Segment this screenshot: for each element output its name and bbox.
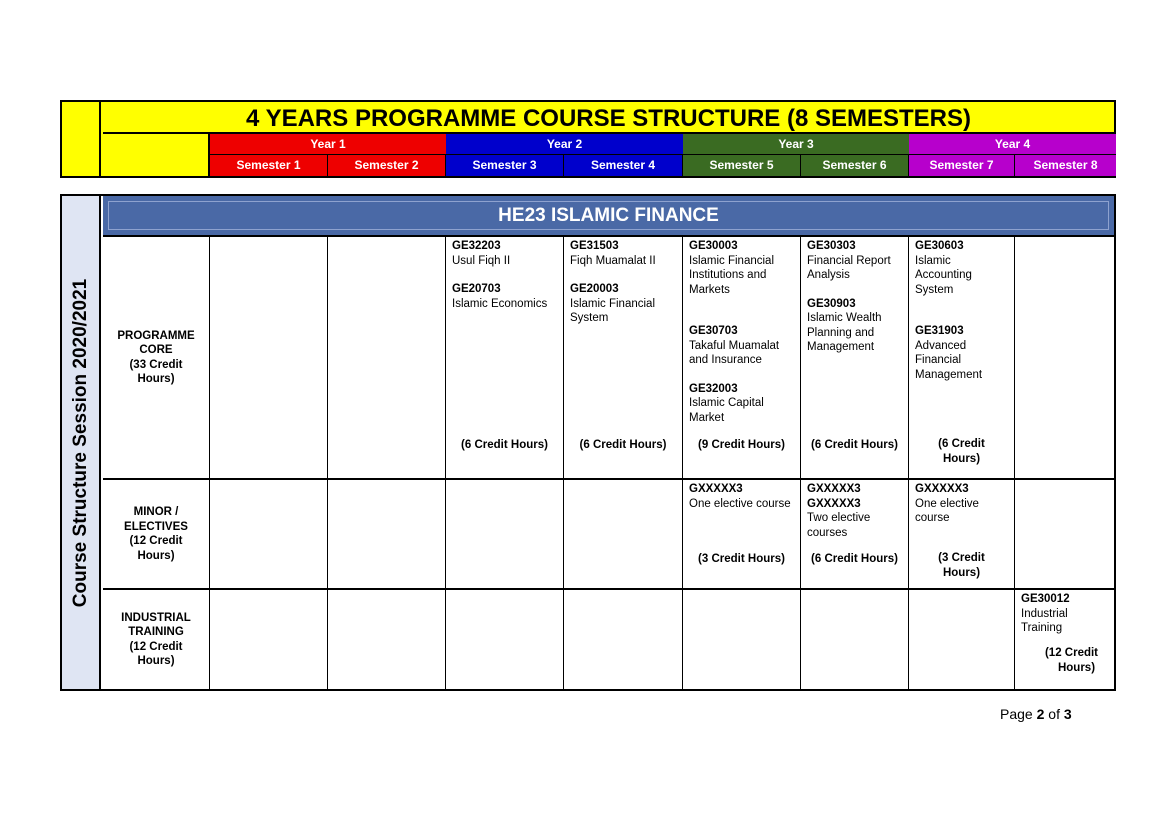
course-name: Islamic Wealth: [807, 312, 882, 324]
label-line: Hours): [137, 373, 175, 385]
semester-4-header: Semester 4: [564, 155, 683, 176]
industrial-sem-1: [210, 590, 328, 689]
course-code: GXXXXX3: [689, 483, 743, 495]
course-name: Islamic Capital: [689, 397, 764, 409]
label-line: ELECTIVES: [124, 520, 188, 533]
course-name: Management: [915, 368, 983, 381]
row-label-minor-electives: [103, 480, 210, 590]
core-sem-3: [446, 237, 564, 480]
core-sem-4: [564, 237, 683, 480]
label-line: INDUSTRIAL: [121, 611, 191, 624]
course-code: GE31503: [570, 240, 619, 252]
credit-hours: [909, 551, 1014, 580]
course-code: GE30903: [807, 297, 856, 310]
minor-sem-1: [210, 480, 328, 590]
course-code: GE20003: [570, 283, 619, 295]
of-word: of: [1048, 706, 1060, 722]
credit-hours: (6 Credit Hours): [579, 438, 667, 451]
credit-line: Hours): [942, 566, 981, 579]
label-line: PROGRAMME: [117, 329, 195, 342]
credit-line: (12 Credit: [1044, 647, 1099, 659]
course-name: Planning and: [807, 326, 875, 339]
credit-line: (6 Credit: [938, 438, 985, 450]
industrial-sem-3: [446, 590, 564, 689]
current-page: 2: [1036, 706, 1045, 722]
label-line: (12 Credit: [129, 535, 183, 547]
course-code: GE32203: [452, 240, 501, 252]
row-label-industrial-training: [103, 590, 210, 689]
year-1-header: Year 1: [210, 134, 446, 155]
industrial-sem-6: [801, 590, 909, 689]
label-line: (12 Credit: [129, 640, 183, 653]
label-line: (33 Credit: [129, 358, 183, 371]
course-name: Financial: [915, 354, 962, 366]
course-name: Accounting: [915, 269, 972, 281]
course-name: Analysis: [807, 269, 850, 281]
credit-hours: (6 Credit Hours): [461, 438, 548, 451]
minor-sem-3: [446, 480, 564, 590]
industrial-sem-5: [683, 590, 801, 689]
course-code: GXXXXX3: [915, 483, 969, 495]
course-name: Institutions and: [689, 269, 767, 281]
credit-hours: (6 Credit Hours): [811, 438, 898, 451]
session-label-text: Course Structure Session 2020/2021: [69, 278, 91, 607]
session-side-label: [62, 196, 101, 689]
course-name: One elective: [915, 497, 979, 510]
year-4-header: Year 4: [909, 134, 1116, 155]
course-name: Management: [807, 341, 875, 353]
course-name: courses: [807, 526, 848, 539]
course-code: GE30003: [689, 240, 738, 252]
course-name: and Insurance: [689, 354, 762, 366]
semester-5-header: Semester 5: [683, 155, 801, 176]
label-line: Hours): [137, 655, 175, 667]
credit-hours: (3 Credit Hours): [698, 552, 785, 565]
row-label-programme-core: [103, 237, 210, 480]
core-sem-8: [1015, 237, 1116, 480]
industrial-sem-2: [328, 590, 446, 689]
course-name: Market: [689, 411, 725, 424]
label-line: Hours): [137, 549, 175, 562]
year-2-header: Year 2: [446, 134, 683, 155]
semester-7-header: Semester 7: [909, 155, 1015, 176]
course-name: Two elective: [807, 512, 871, 524]
label-line: MINOR /: [133, 506, 179, 518]
minor-sem-2: [328, 480, 446, 590]
course-structure-header: [60, 100, 1116, 178]
industrial-sem-7: [909, 590, 1015, 689]
course-name: course: [915, 512, 950, 524]
course-name: Industrial: [1021, 607, 1068, 620]
course-name: Financial Report: [807, 254, 891, 267]
industrial-sem-8: [1015, 590, 1116, 689]
course-code: GE30703: [689, 325, 738, 337]
industrial-sem-4: [564, 590, 683, 689]
semester-2-header: Semester 2: [328, 155, 446, 176]
core-sem-7: [909, 237, 1015, 480]
course-name: Islamic Economics: [452, 297, 548, 310]
label-line: TRAINING: [128, 626, 184, 638]
header-title: 4 YEARS PROGRAMME COURSE STRUCTURE (8 SEMESTERS): [103, 102, 1114, 134]
course-code: GE30603: [915, 240, 964, 252]
course-name: Advanced: [915, 339, 967, 352]
semester-1-header: Semester 1: [210, 155, 328, 176]
course-name: Islamic: [915, 254, 951, 267]
course-name: Takaful Muamalat: [689, 339, 780, 352]
course-table: [60, 194, 1116, 691]
credit-hours: [909, 437, 1014, 466]
course-code: GE31903: [915, 325, 964, 337]
course-name: System: [570, 312, 609, 324]
header-corner-cell: [62, 102, 101, 176]
course-code: GXXXXX3: [807, 483, 861, 495]
year-3-header: Year 3: [683, 134, 909, 155]
credit-hours: (6 Credit Hours): [811, 552, 898, 565]
course-name: One elective course: [689, 497, 791, 510]
minor-sem-5: [683, 480, 801, 590]
course-code: GE30303: [807, 240, 856, 252]
semester-6-header: Semester 6: [801, 155, 909, 176]
course-name: System: [915, 283, 954, 296]
minor-sem-4: [564, 480, 683, 590]
credit-line: (3 Credit: [938, 552, 985, 564]
minor-sem-8: [1015, 480, 1116, 590]
credit-line: Hours): [942, 452, 981, 465]
credit-hours: [1015, 646, 1116, 675]
minor-sem-6: [801, 480, 909, 590]
course-code: GXXXXX3: [807, 497, 861, 510]
course-name: Markets: [689, 283, 730, 296]
course-name: Usul Fiqh II: [452, 254, 511, 267]
label-line: CORE: [139, 344, 173, 356]
credit-hours: (9 Credit Hours): [698, 438, 785, 451]
page-number: [1000, 706, 1072, 722]
course-code: GE30012: [1021, 593, 1070, 605]
core-sem-1: [210, 237, 328, 480]
total-pages: 3: [1063, 706, 1072, 722]
course-code: GE20703: [452, 283, 501, 295]
page-word: Page: [1000, 706, 1033, 722]
core-sem-2: [328, 237, 446, 480]
course-name: Islamic Financial: [689, 254, 774, 267]
course-name: Islamic Financial: [570, 297, 655, 310]
programme-title: HE23 ISLAMIC FINANCE: [108, 201, 1109, 230]
minor-sem-7: [909, 480, 1015, 590]
course-name: Training: [1021, 622, 1063, 634]
semester-3-header: Semester 3: [446, 155, 564, 176]
core-sem-5: [683, 237, 801, 480]
semester-8-header: Semester 8: [1015, 155, 1116, 176]
credit-line: Hours): [1057, 661, 1096, 674]
header-blank-cell: [103, 134, 210, 176]
course-name: Fiqh Muamalat II: [570, 254, 656, 267]
core-sem-6: [801, 237, 909, 480]
programme-title-bar: [103, 196, 1114, 237]
course-code: GE32003: [689, 382, 738, 395]
